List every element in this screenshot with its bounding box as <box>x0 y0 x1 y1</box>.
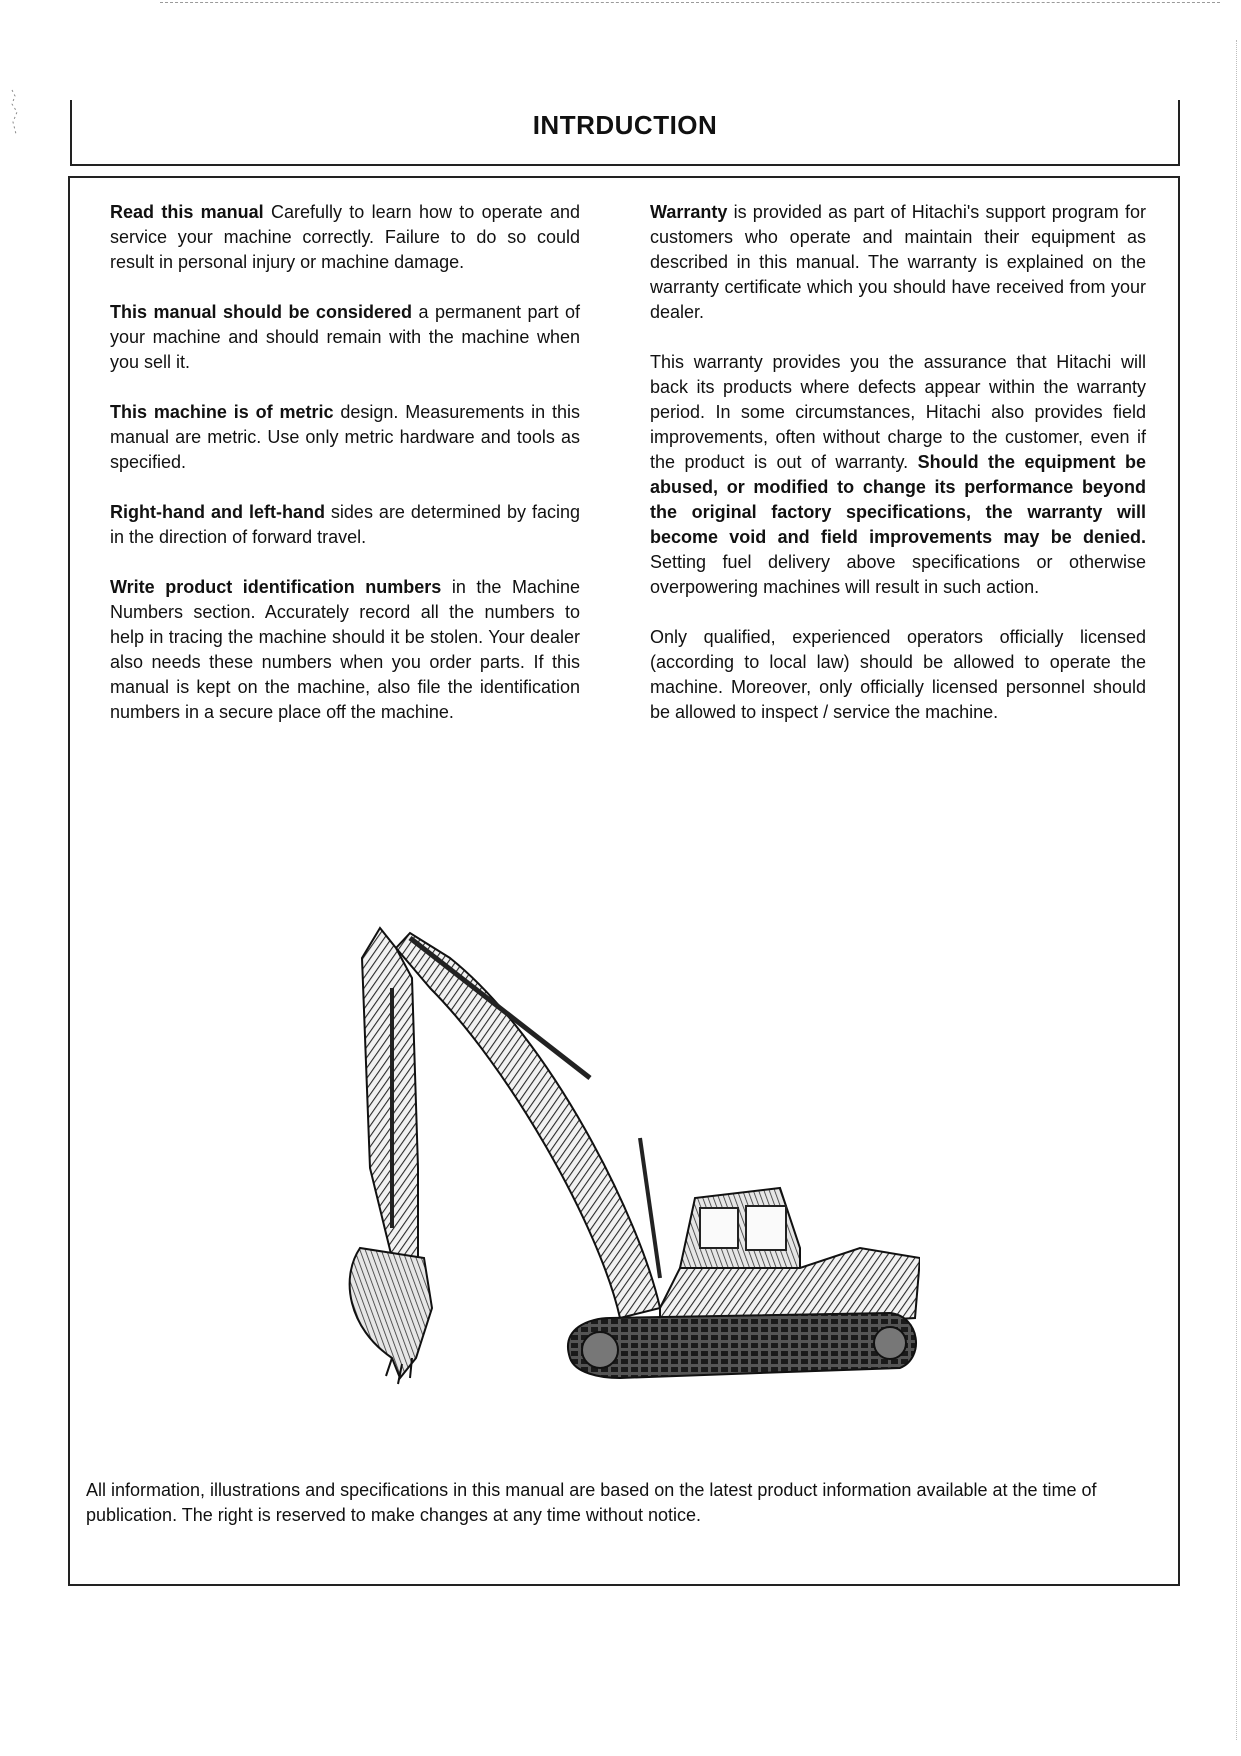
lead-text: This machine is of metric <box>110 402 334 422</box>
excavator-icon <box>300 838 920 1398</box>
paragraph-metric-design <box>110 400 580 475</box>
title-box <box>70 100 1180 166</box>
scan-border-top <box>160 2 1220 3</box>
body-text: Setting fuel delivery above specifications or otherwise overpowering machines will result in such action. <box>650 552 1146 597</box>
body-text: This warranty provides you the assurance that Hitachi will back its products where defects appear within the warranty period. In some circumstances, Hitachi also provides field improvements, often without charge to the customer, even if the product is out of warranty. <box>650 352 1146 472</box>
paragraph-identification-numbers <box>110 575 580 725</box>
body-text: in the Machine Numbers section. Accurately record all the numbers to help in tracing the machine should it be stolen. Your dealer also needs these numbers when you order parts. If this manual is kept on the machine, also file the identification numbers in a secure place off the machine. <box>110 577 581 722</box>
paragraph-manual-permanent <box>110 300 580 375</box>
lead-text: This manual should be considered <box>110 302 412 322</box>
body-text: Carefully to learn how to operate and service your machine correctly. Failure to do so could result in personal injury or machine damage. <box>110 202 580 272</box>
scan-edge-marks <box>1232 40 1237 1740</box>
right-column <box>650 200 1146 750</box>
paragraph-sides <box>110 500 580 550</box>
paragraph-read-manual <box>110 200 580 275</box>
body-text: design. Measurements in this manual are metric. Use only metric hardware and tools as specified. <box>110 402 580 472</box>
content-box <box>68 176 1180 1586</box>
lead-text: Warranty <box>650 202 728 222</box>
page-title: INTRDUCTION <box>532 110 718 140</box>
binding-mark-icon <box>6 84 26 144</box>
footer-note: All information, illustrations and specifications in this manual are based on the latest product information available at the time of publication. The right is reserved to make changes at any time without notice. <box>86 1480 1097 1525</box>
paragraph-warranty-assurance <box>650 350 1146 600</box>
left-column <box>110 200 580 750</box>
body-text: is provided as part of Hitachi's support program for customers who operate and maintain their equipment as described in this manual. The warranty is explained on the warranty certificate which you should have received from your dealer. <box>650 202 1146 322</box>
paragraph-qualified-operators <box>650 625 1146 725</box>
body-text: Only qualified, experienced operators officially licensed (according to local law) should be allowed to operate the machine. Moreover, only officially licensed personnel should be allowed to inspect / service the machine. <box>650 627 1146 722</box>
lead-text: Right-hand and left-hand <box>110 502 325 522</box>
paragraph-warranty <box>650 200 1146 325</box>
lead-text: Read this manual <box>110 202 264 222</box>
warning-text: Should the equipment be abused, or modified to change its performance beyond the original factory specifications, the warranty will become void and field improvements may be denied. <box>650 452 1146 547</box>
lead-text: Write product identification numbers <box>110 577 442 597</box>
body-text: a permanent part of your machine and should remain with the machine when you sell it. <box>110 302 580 372</box>
body-text: sides are determined by facing in the direction of forward travel. <box>110 502 580 547</box>
